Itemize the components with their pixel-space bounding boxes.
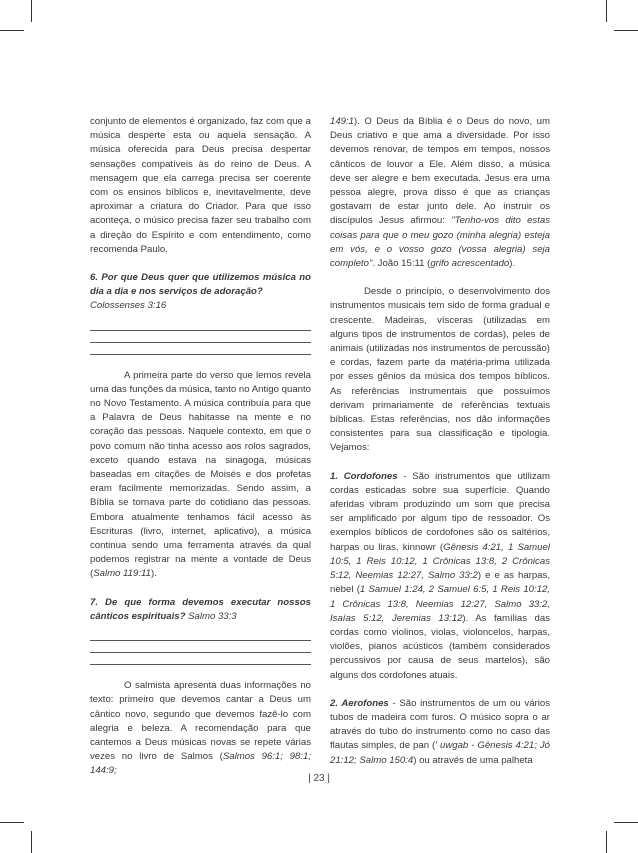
crop-mark-top-left-v xyxy=(31,0,32,22)
paragraph-instruments: Desde o princípio, o desenvolvimento dos instrumentos musicais tem sido de forma gradual e crescente. Madeiras, vísceras (utilizadas em alguns tipos de instrumentos de cordas), peles de animais (utilizadas nos instrumentos de percussão) e cordas, fazem parte da matéria-prima utilizada por esses gênios da música dos tempos bíblicos. As referências instrumentais que possuímos derivam primariamente de referências textuais bíblicas. Estas referências, nos dão informações consistentes para sua classificação e tipologia. Vejamos: xyxy=(330,286,550,454)
crop-mark-top-right-h xyxy=(614,30,638,31)
question-7: 7. De que forma devemos executar nossos cânticos espirituais? Salmo 33:3 xyxy=(90,596,311,622)
question-6: 6. Por que Deus quer que utilizemos música no dia a dia e nos serviços de adoração? xyxy=(90,272,311,298)
paragraph-music-function: A primeira parte do verso que lemos revela uma das funções da música, tanto no Antigo quanto no Novo Testamento. A música contribuía para que a Palavra de Deus habitasse na mente e no coração das pessoas. Naquele contexto, em que o povo comum não tinha acesso aos rolos sagrados, exceto quando estava na sinagoga, músicas baseadas em citações de Moisés e dos profetas eram facilmente memorizadas. Sendo assim, a Bíblia se tornava parte do cotidiano das pessoas. Embora atualmente tenhamos fácil acesso às Escrituras (livro, internet, aplicativo), a música continua sendo uma ferramenta através da qual podemos registrar na mente a vontade de Deus (Salmo 119:11). xyxy=(90,369,311,580)
answer-lines-7[interactable] xyxy=(90,630,311,665)
paragraph-new-song: 149:1). O Deus da Bíblia é o Deus do novo, um Deus criativo e que ama a diversidade. Por isso devemos renovar, de tempos em tempos, nossos cânticos de louvor a Ele. Além disso, a música deve ser alegre e bem executada. Jesus era uma pessoa alegre, prova disso é que as crianças gostavam de estar junto dele. Ao instruir os discípulos Jesus afirmou: "Tenho-vos dito estas coisas para que o meu gozo (minha alegria) esteja em vós, e o vosso gozo (vossa alegria) seja completo". João 15:11 (grifo acrescentado). xyxy=(330,116,550,270)
page-number: | 23 | xyxy=(308,773,330,784)
paragraph-psalmist: O salmista apresenta duas informações no texto: primeiro que devemos cantar a Deus um cântico novo, segundo que devemos fazê-lo com alegria e beleza. A recomendação para que cantemos a Deus músicas novas se repete várias vezes no livro de Salmos (Salmos 96:1; 98:1; 144:9; xyxy=(90,680,311,777)
paragraph-intro: conjunto de elementos é organizado, faz com que a música desperte esta ou aquela sensação. A música oferecida para Deus precisa despertar sensações compatíveis às do reino de Deus. A mensagem que ela carrega precisa ser coerente com os ensinos bíblicos e, inevitavelmente, deve aproximar a criatura do Criador. Para que isso aconteça, o músico precisa fazer seu trabalho com a direção do Espírito e com entendimento, como recomenda Paulo. xyxy=(90,116,311,255)
crop-mark-top-left-h xyxy=(0,30,24,31)
left-column xyxy=(90,115,311,779)
right-column xyxy=(330,115,550,768)
crop-mark-bottom-right-v xyxy=(606,831,607,853)
paragraph-aerofones: 2. Aerofones - São instrumentos de um ou vários tubos de madeira com furos. O músico sopra o ar através do tubo do instrumento como no caso das flautas simples, de pan (' uwgab - Gênesis 4:21; Jó 21:12; Salmo 150:4) ou através de uma palheta xyxy=(330,697,550,766)
crop-mark-bottom-left-h xyxy=(0,822,24,823)
crop-mark-top-right-v xyxy=(606,0,607,22)
question-6-reference: Colossenses 3:16 xyxy=(90,300,167,312)
answer-lines-6[interactable] xyxy=(90,320,311,355)
crop-mark-bottom-left-v xyxy=(31,831,32,853)
crop-mark-bottom-right-h xyxy=(614,822,638,823)
paragraph-cordofones: 1. Cordofones - São instrumentos que utilizam cordas esticadas sobre sua superfície. Quando aferidas vibram produzindo um som que precisa ser amplificado por algum tipo de ressoador. Os exemplos bíblicos de cordofones são os saltérios, harpas ou liras, kinnowr (Gênesis 4:21, 1 Samuel 10:5, 1 Reis 10:12, 1 Crônicas 13:8, 2 Crônicas 5:12, Neemias 12:27, Salmo 33:2) e e as harpas, nebel (1 Samuel 1:24, 2 Samuel 6:5, 1 Reis 10:12, 1 Crônicas 13:8, Neemias 12:27, Salmo 33:2, Isaías 5:12, Jeremias 13:12). As famílias das cordas como violinos, violas, violoncelos, harpas, violões, pianos acústicos (também considerados percussivos por causa de seus martelos), são alguns dos cordofones atuais. xyxy=(330,470,550,681)
